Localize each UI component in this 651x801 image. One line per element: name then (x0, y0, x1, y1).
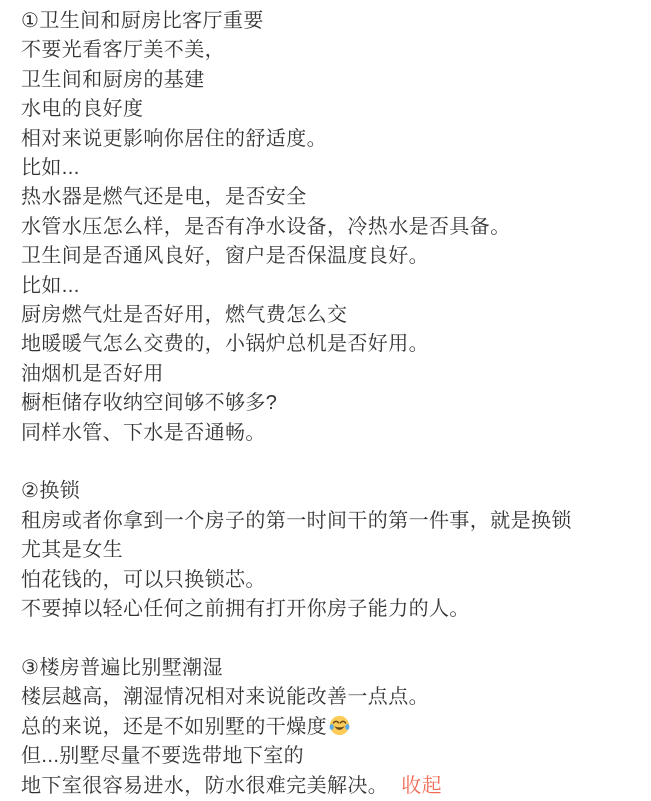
post-text-line: 厨房燃气灶是否好用，燃气费怎么交 (21, 304, 348, 327)
post-text-line: 比如... (21, 274, 80, 297)
post-text-line: 尤其是女生 (21, 539, 123, 562)
blank-line (21, 625, 633, 654)
blank-line (21, 448, 633, 477)
post-text: 总的来说，还是不如别墅的干燥度 (21, 715, 327, 738)
post-text-line: 卫生间和厨房的基建 (21, 68, 205, 91)
post-text-line: 租房或者你拿到一个房子的第一时间干的第一件事，就是换锁 (21, 509, 572, 532)
post-text-line: 橱柜储存收纳空间够不够多? (21, 392, 278, 415)
post-section2-heading: ②换锁 (21, 480, 81, 503)
collapse-link[interactable]: 收起 (401, 774, 443, 797)
post-last-line (21, 772, 633, 801)
post-text-line: 不要光看客厅美不美， (21, 39, 225, 62)
post-text-line: 不要掉以轻心任何之前拥有打开你房子能力的人。 (21, 598, 470, 621)
post-text-line: 但...别墅尽量不要选带地下室的 (21, 745, 305, 768)
post-text-line: 楼层越高，潮湿情况相对来说能改善一点点。 (21, 686, 429, 709)
post-text-line: 油烟机是否好用 (21, 362, 164, 385)
post-text-line: 卫生间是否通风良好，窗户是否保温度良好。 (21, 245, 429, 268)
post-section1-heading: ①卫生间和厨房比客厅重要 (21, 10, 264, 32)
post-text-line: 同样水管、下水是否通畅。 (21, 421, 266, 444)
post-text-line: 相对来说更影响你居住的舒适度。 (21, 127, 327, 150)
post-text-line: 比如... (21, 157, 80, 180)
post-text: 地下室很容易进水，防水很难完美解决。 (21, 774, 389, 797)
tears-of-joy-emoji (329, 715, 350, 736)
post-text-line (21, 713, 633, 742)
post-text-line: 地暖暖气怎么交费的，小锅炉总机是否好用。 (21, 333, 429, 356)
post-text-line: 水管水压怎么样，是否有净水设备，冷热水是否具备。 (21, 215, 511, 238)
post-text-line: 怕花钱的，可以只换锁芯。 (21, 568, 266, 591)
post-text-line: 热水器是燃气还是电，是否安全 (21, 186, 307, 209)
post-text-line: 水电的良好度 (21, 98, 144, 121)
post-section3-heading: ③楼房普遍比别墅潮湿 (21, 656, 223, 679)
